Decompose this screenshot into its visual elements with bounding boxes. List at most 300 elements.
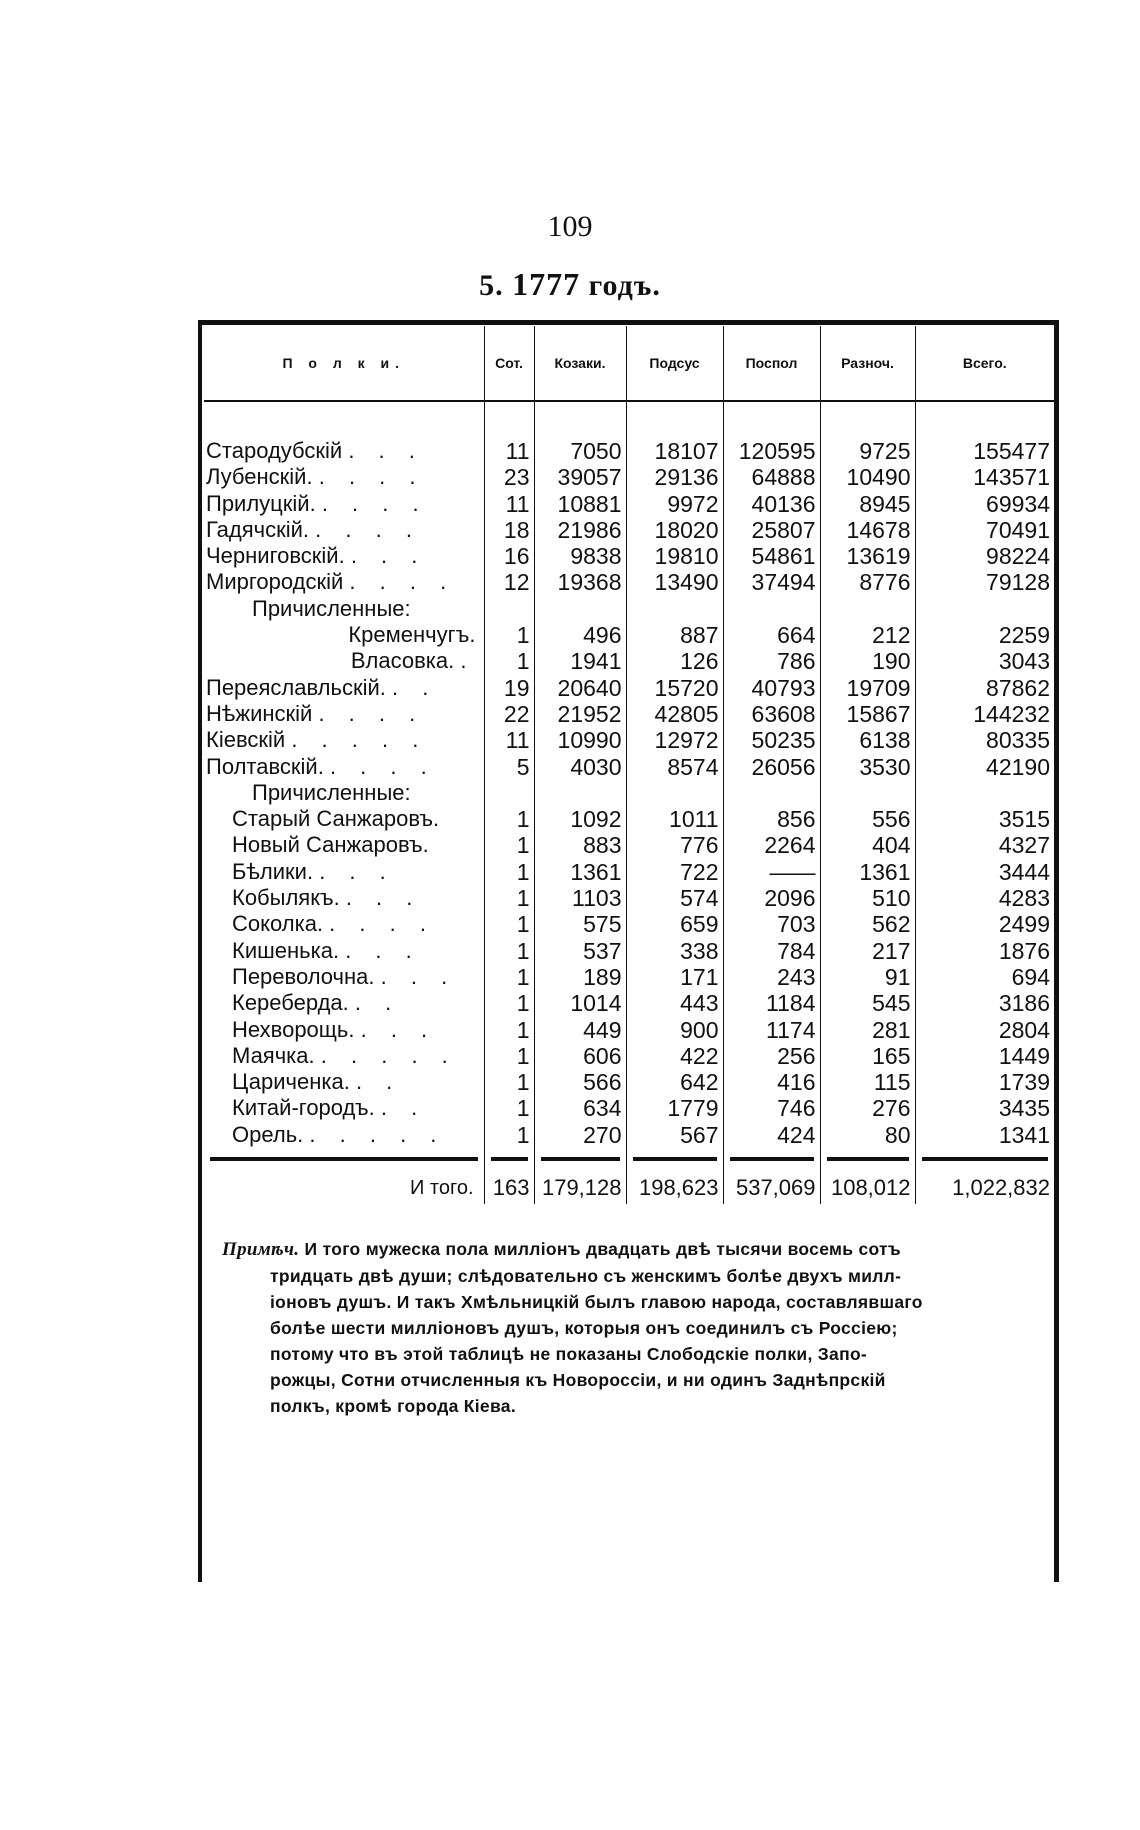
table-row [204, 675, 1054, 701]
cell-pospol: 703 [723, 911, 820, 937]
regiment-label: Кишенька. [232, 937, 340, 963]
cell-pospol: 63608 [723, 701, 820, 727]
regiment-name [204, 911, 484, 937]
regiment-label: Цариченка. [232, 1069, 350, 1095]
regiment-label: Кобылякъ. [232, 885, 340, 911]
leader-dots: . . . . [329, 911, 435, 937]
table-header-row [204, 326, 1054, 401]
cell-raznoch: 14678 [820, 517, 915, 543]
cell-pospol: 746 [723, 1095, 820, 1121]
cell-pospol [723, 596, 820, 622]
cell-kozaki: 39057 [534, 464, 626, 490]
cell-kozaki: 537 [534, 938, 626, 964]
table-row [204, 464, 1054, 490]
cell-pospol: 1174 [723, 1017, 820, 1043]
cell-vsego: 87862 [986, 674, 1050, 701]
cell-raznoch: 15867 [820, 701, 915, 727]
cell-podsus: 422 [626, 1043, 723, 1069]
table-row [204, 1069, 1054, 1095]
leader-dots: . . [354, 990, 401, 1016]
regiment-name [204, 464, 484, 490]
cell-vsego: 2499 [998, 911, 1050, 938]
leader-dots: . . . [345, 937, 421, 963]
regiment-name [204, 701, 484, 727]
cell-sot: 1 [484, 1017, 534, 1043]
cell-vsego: 1876 [998, 937, 1050, 964]
cell-pospol [723, 780, 820, 806]
totals-row [204, 1172, 1054, 1204]
header-vsego: Всего. [915, 326, 1054, 401]
regiment-label: Переяславльскій. [206, 674, 386, 700]
regiment-name [204, 938, 484, 964]
regiment-name [204, 675, 484, 701]
totals-sot: 163 [484, 1172, 534, 1204]
cell-podsus: 338 [626, 938, 723, 964]
cell-raznoch: 10490 [820, 464, 915, 490]
regiment-label: Переволочна. [232, 963, 375, 989]
cell-podsus: 8574 [626, 754, 723, 780]
cell-sot: 1 [484, 859, 534, 885]
regiment-label: Нѣжинскій [206, 700, 313, 726]
table-row [204, 806, 1054, 832]
regiment-label: Нехворощь. [232, 1016, 355, 1042]
regiment-name [204, 1122, 484, 1148]
cell-kozaki: 9838 [534, 543, 626, 569]
cell-podsus: 659 [626, 911, 723, 937]
leader-dots: . . . [380, 963, 457, 989]
cell-raznoch: 212 [820, 622, 915, 648]
header-polki: П о л к и. [204, 326, 484, 401]
leader-dots: . . . . [321, 490, 428, 516]
totals-raznoch: 108,012 [820, 1172, 915, 1204]
footnote-line: тридцать двѣ души; слѣдовательно съ женскимъ болѣе двухъ милл- [270, 1266, 902, 1286]
cell-podsus: 19810 [626, 543, 723, 569]
cell-podsus: 15720 [626, 675, 723, 701]
table-row [204, 701, 1054, 727]
totals-pospol: 537,069 [723, 1172, 820, 1204]
cell-sot: 1 [484, 964, 534, 990]
leader-dots: . . . [350, 543, 427, 569]
table-row [204, 596, 1054, 622]
regiment-name [204, 780, 484, 806]
cell-pospol: 784 [723, 938, 820, 964]
cell-kozaki: 1103 [534, 885, 626, 911]
cell-vsego: 3444 [998, 858, 1050, 885]
cell-podsus: 171 [626, 964, 723, 990]
cell-podsus: 574 [626, 885, 723, 911]
cell-podsus [626, 596, 723, 622]
cell-raznoch: 3530 [820, 754, 915, 780]
cell-raznoch: 217 [820, 938, 915, 964]
cell-vsego: 80335 [986, 727, 1050, 754]
cell-raznoch: 190 [820, 648, 915, 674]
totals-kozaki: 179,128 [534, 1172, 626, 1204]
cell-podsus: 12972 [626, 727, 723, 753]
leader-dots: . . . [319, 858, 395, 884]
table-row [204, 622, 1054, 648]
totals-vsego: 1,022,832 [952, 1175, 1050, 1201]
cell-pospol: 2096 [723, 885, 820, 911]
cell-sot: 1 [484, 622, 534, 648]
totals-podsus: 198,623 [626, 1172, 723, 1204]
table-row [204, 727, 1054, 753]
regiment-name [204, 1043, 484, 1069]
cell-sot: 1 [484, 911, 534, 937]
regiment-label: Гадячскій. [206, 516, 310, 542]
cell-kozaki: 21952 [534, 701, 626, 727]
cell-pospol: 26056 [723, 754, 820, 780]
cell-sot: 5 [484, 754, 534, 780]
regiment-label: Власовка. [350, 648, 455, 674]
regiment-label: Старый Санжаровъ. [232, 806, 440, 832]
regiment-name [204, 648, 484, 674]
totals-separator [204, 1148, 1054, 1172]
cell-podsus: 1779 [626, 1095, 723, 1121]
cell-kozaki: 883 [534, 832, 626, 858]
regiment-label: Лубенскій. [206, 464, 313, 490]
cell-vsego: 2259 [998, 622, 1050, 649]
header-podsus: Подсус [626, 326, 723, 401]
regiment-name [204, 569, 484, 595]
cell-sot: 1 [484, 648, 534, 674]
cell-pospol: 40136 [723, 491, 820, 517]
cell-vsego: 70491 [986, 516, 1050, 543]
cell-raznoch: 115 [820, 1069, 915, 1095]
cell-pospol: 256 [723, 1043, 820, 1069]
regiment-name [204, 1095, 484, 1121]
cell-kozaki: 634 [534, 1095, 626, 1121]
title-suffix: годъ. [588, 269, 661, 302]
regiment-label: Миргородскій [206, 569, 344, 595]
table-row [204, 859, 1054, 885]
regiment-name [204, 806, 484, 832]
table-row [204, 543, 1054, 569]
cell-raznoch: 6138 [820, 727, 915, 753]
cell-podsus: 13490 [626, 569, 723, 595]
regiment-name [204, 832, 484, 858]
leader-dots: . . . . [329, 753, 436, 779]
cell-podsus: 642 [626, 1069, 723, 1095]
cell-vsego: 3515 [998, 806, 1050, 833]
regiment-label: Причисленные: [252, 595, 411, 621]
leader-dots: . . . . [349, 569, 456, 595]
header-raznoch: Разноч. [820, 326, 915, 401]
cell-kozaki: 1361 [534, 859, 626, 885]
cell-vsego [915, 596, 1054, 622]
regiment-label: Полтавскій. [206, 753, 324, 779]
cell-vsego: 155477 [973, 438, 1050, 464]
regiment-name [204, 990, 484, 1016]
cell-raznoch: 281 [820, 1017, 915, 1043]
regiment-label: Бѣлики. [232, 858, 314, 884]
table-row [204, 964, 1054, 990]
cell-vsego: 4327 [998, 832, 1050, 859]
cell-raznoch: 91 [820, 964, 915, 990]
table-frame-right-rule [1054, 320, 1059, 1582]
table-row [204, 832, 1054, 858]
regiment-label: Причисленные: [252, 779, 411, 805]
table-row [204, 648, 1054, 674]
cell-podsus: 9972 [626, 491, 723, 517]
cell-podsus: 567 [626, 1122, 723, 1148]
regiment-label: Стародубскій [206, 438, 343, 463]
footnote-line: потому что въ этой таблицѣ не показаны Слободскіе полки, Запо- [270, 1344, 868, 1364]
footnote-line: рожцы, Сотни отчисленныя къ Новороссіи, и ни одинъ Заднѣпрскій [270, 1370, 886, 1390]
cell-raznoch [820, 780, 915, 806]
page-title [0, 266, 1140, 303]
cell-pospol: 243 [723, 964, 820, 990]
cell-podsus: 29136 [626, 464, 723, 490]
cell-raznoch: 562 [820, 911, 915, 937]
cell-kozaki: 270 [534, 1122, 626, 1148]
cell-raznoch: 556 [820, 806, 915, 832]
cell-pospol: 50235 [723, 727, 820, 753]
cell-pospol: 120595 [723, 438, 820, 464]
cell-sot: 11 [484, 491, 534, 517]
table-row [204, 1017, 1054, 1043]
regiment-label: Китай-городъ. [232, 1095, 375, 1121]
cell-pospol: 664 [723, 622, 820, 648]
cell-pospol: 786 [723, 648, 820, 674]
cell-podsus: 443 [626, 990, 723, 1016]
cell-podsus: 722 [626, 859, 723, 885]
regiment-name [204, 596, 484, 622]
cell-raznoch: 80 [820, 1122, 915, 1148]
cell-raznoch: 1361 [820, 859, 915, 885]
cell-pospol: —— [723, 859, 820, 885]
cell-vsego: 3435 [998, 1095, 1050, 1122]
cell-sot: 1 [484, 832, 534, 858]
cell-sot: 22 [484, 701, 534, 727]
cell-kozaki: 575 [534, 911, 626, 937]
cell-vsego: 1449 [998, 1042, 1050, 1069]
regiment-label: Прилуцкій. [206, 490, 316, 516]
regiment-name [204, 885, 484, 911]
leader-dots: . . [380, 1095, 427, 1121]
footnote [222, 1236, 1044, 1419]
leader-dots: . . . [345, 885, 422, 911]
leader-dots: . . . . . [291, 727, 428, 753]
regiment-name [204, 964, 484, 990]
cell-vsego: 4283 [998, 885, 1050, 912]
cell-kozaki: 20640 [534, 675, 626, 701]
cell-raznoch: 276 [820, 1095, 915, 1121]
cell-kozaki: 10881 [534, 491, 626, 517]
table-frame-top-rule [198, 320, 1058, 325]
cell-raznoch: 9725 [820, 438, 915, 464]
cell-kozaki: 449 [534, 1017, 626, 1043]
regiment-label: Новый Санжаровъ. [232, 832, 429, 858]
cell-sot: 18 [484, 517, 534, 543]
cell-vsego: 1341 [998, 1121, 1050, 1148]
cell-kozaki [534, 780, 626, 806]
cell-sot [484, 596, 534, 622]
table-row [204, 1122, 1054, 1148]
cell-kozaki: 189 [534, 964, 626, 990]
title-year: 1777 [512, 266, 581, 302]
regiment-name [204, 754, 484, 780]
table-row [204, 754, 1054, 780]
title-prefix: 5. [479, 269, 504, 302]
header-spacer [204, 401, 1054, 438]
regiment-name [204, 727, 484, 753]
totals-label: И того. [204, 1172, 484, 1204]
header-pospol: Поспол [723, 326, 820, 401]
footnote-line: болѣе шести милліоновъ душъ, которыя онъ соединилъ съ Россіею; [270, 1318, 898, 1338]
cell-podsus: 18020 [626, 517, 723, 543]
cell-kozaki: 1092 [534, 806, 626, 832]
cell-pospol: 40793 [723, 675, 820, 701]
regiment-label: Соколка. [232, 911, 324, 937]
cell-pospol: 856 [723, 806, 820, 832]
leader-dots: . . . [348, 438, 424, 463]
cell-raznoch: 13619 [820, 543, 915, 569]
cell-pospol: 416 [723, 1069, 820, 1095]
cell-kozaki [534, 596, 626, 622]
cell-vsego: 1739 [998, 1069, 1050, 1096]
cell-pospol: 54861 [723, 543, 820, 569]
regiment-label: Кереберда. [232, 990, 349, 1016]
table-row [204, 885, 1054, 911]
regiment-label: Черниговскій. [206, 543, 345, 569]
cell-podsus: 42805 [626, 701, 723, 727]
leader-dots: . . [392, 674, 438, 700]
footnote-line: полкъ, кромѣ города Кіева. [270, 1396, 516, 1416]
cell-kozaki: 21986 [534, 517, 626, 543]
cell-vsego: 2804 [998, 1016, 1050, 1043]
cell-podsus: 887 [626, 622, 723, 648]
regiment-name [204, 517, 484, 543]
cell-sot: 1 [484, 1095, 534, 1121]
cell-raznoch: 8776 [820, 569, 915, 595]
page-number: 109 [547, 210, 593, 243]
regiment-label: Кіевскій [206, 727, 286, 753]
regiment-name [204, 859, 484, 885]
cell-raznoch: 510 [820, 885, 915, 911]
cell-sot: 1 [484, 806, 534, 832]
table-row [204, 990, 1054, 1016]
leader-dots: . . . . [318, 464, 425, 490]
cell-sot: 23 [484, 464, 534, 490]
cell-podsus: 126 [626, 648, 723, 674]
table-row [204, 438, 1054, 464]
cell-sot: 11 [484, 727, 534, 753]
cell-kozaki: 4030 [534, 754, 626, 780]
cell-pospol: 64888 [723, 464, 820, 490]
regiment-name [204, 491, 484, 517]
cell-raznoch: 8945 [820, 491, 915, 517]
cell-sot: 16 [484, 543, 534, 569]
cell-sot [484, 780, 534, 806]
table-row [204, 491, 1054, 517]
cell-podsus: 18107 [626, 438, 723, 464]
cell-sot: 1 [484, 1069, 534, 1095]
cell-raznoch: 404 [820, 832, 915, 858]
cell-podsus: 776 [626, 832, 723, 858]
cell-kozaki: 19368 [534, 569, 626, 595]
cell-kozaki: 606 [534, 1043, 626, 1069]
table-row [204, 911, 1054, 937]
table-row [204, 1043, 1054, 1069]
cell-kozaki: 10990 [534, 727, 626, 753]
cell-vsego: 69934 [986, 490, 1050, 517]
table-row [204, 569, 1054, 595]
regiment-name [204, 543, 484, 569]
cell-podsus: 1011 [626, 806, 723, 832]
header-kozaki: Козаки. [534, 326, 626, 401]
cell-pospol: 37494 [723, 569, 820, 595]
cell-kozaki: 496 [534, 622, 626, 648]
regiment-name [204, 1069, 484, 1095]
footnote-line: И того мужеска пола милліонъ двадцать двѣ тысячи восемь сотъ [304, 1239, 901, 1259]
leader-dots: . [460, 648, 476, 674]
census-table [204, 326, 1054, 1204]
cell-sot: 1 [484, 990, 534, 1016]
table-body [204, 438, 1054, 1148]
table-row [204, 938, 1054, 964]
cell-kozaki: 1014 [534, 990, 626, 1016]
cell-sot: 1 [484, 938, 534, 964]
cell-kozaki: 1941 [534, 648, 626, 674]
cell-vsego: 3043 [998, 648, 1050, 675]
table-row [204, 780, 1054, 806]
cell-podsus: 900 [626, 1017, 723, 1043]
regiment-name [204, 438, 484, 464]
leader-dots: . . . . . [309, 1121, 446, 1147]
cell-raznoch: 165 [820, 1043, 915, 1069]
leader-dots: . . . [360, 1016, 437, 1042]
cell-vsego: 143571 [973, 464, 1050, 491]
cell-pospol: 424 [723, 1122, 820, 1148]
cell-raznoch: 19709 [820, 675, 915, 701]
table-frame-left-rule [198, 320, 202, 1582]
cell-vsego: 144232 [973, 700, 1050, 727]
footnote-line: іоновъ душъ. И такъ Хмѣльницкій былъ главою народа, составлявшаго [270, 1292, 923, 1312]
leader-dots: . . . . [315, 516, 421, 542]
footnote-lead: Примѣч. [222, 1239, 300, 1260]
cell-pospol: 1184 [723, 990, 820, 1016]
cell-sot: 1 [484, 1043, 534, 1069]
header-sot: Сот. [484, 326, 534, 401]
cell-sot: 11 [484, 438, 534, 464]
cell-sot: 12 [484, 569, 534, 595]
cell-sot: 1 [484, 885, 534, 911]
regiment-label: Маячка. [232, 1042, 315, 1068]
cell-pospol: 2264 [723, 832, 820, 858]
cell-sot: 1 [484, 1122, 534, 1148]
cell-vsego [915, 780, 1054, 806]
cell-vsego: 98224 [986, 543, 1050, 570]
cell-vsego: 3186 [998, 990, 1050, 1017]
regiment-label: Орель. [232, 1121, 304, 1147]
leader-dots: . . . . [318, 700, 425, 726]
cell-kozaki: 566 [534, 1069, 626, 1095]
cell-raznoch: 545 [820, 990, 915, 1016]
regiment-name [204, 1017, 484, 1043]
cell-podsus [626, 780, 723, 806]
cell-raznoch [820, 596, 915, 622]
cell-kozaki: 7050 [534, 438, 626, 464]
table-row [204, 1095, 1054, 1121]
regiment-label: Кременчугъ. [348, 622, 476, 648]
leader-dots: . . . . . [320, 1042, 457, 1068]
cell-vsego: 79128 [986, 569, 1050, 596]
table-row [204, 517, 1054, 543]
cell-sot: 19 [484, 675, 534, 701]
regiment-name [204, 622, 484, 648]
cell-vsego: 694 [1011, 963, 1050, 990]
leader-dots: . . [355, 1069, 402, 1095]
